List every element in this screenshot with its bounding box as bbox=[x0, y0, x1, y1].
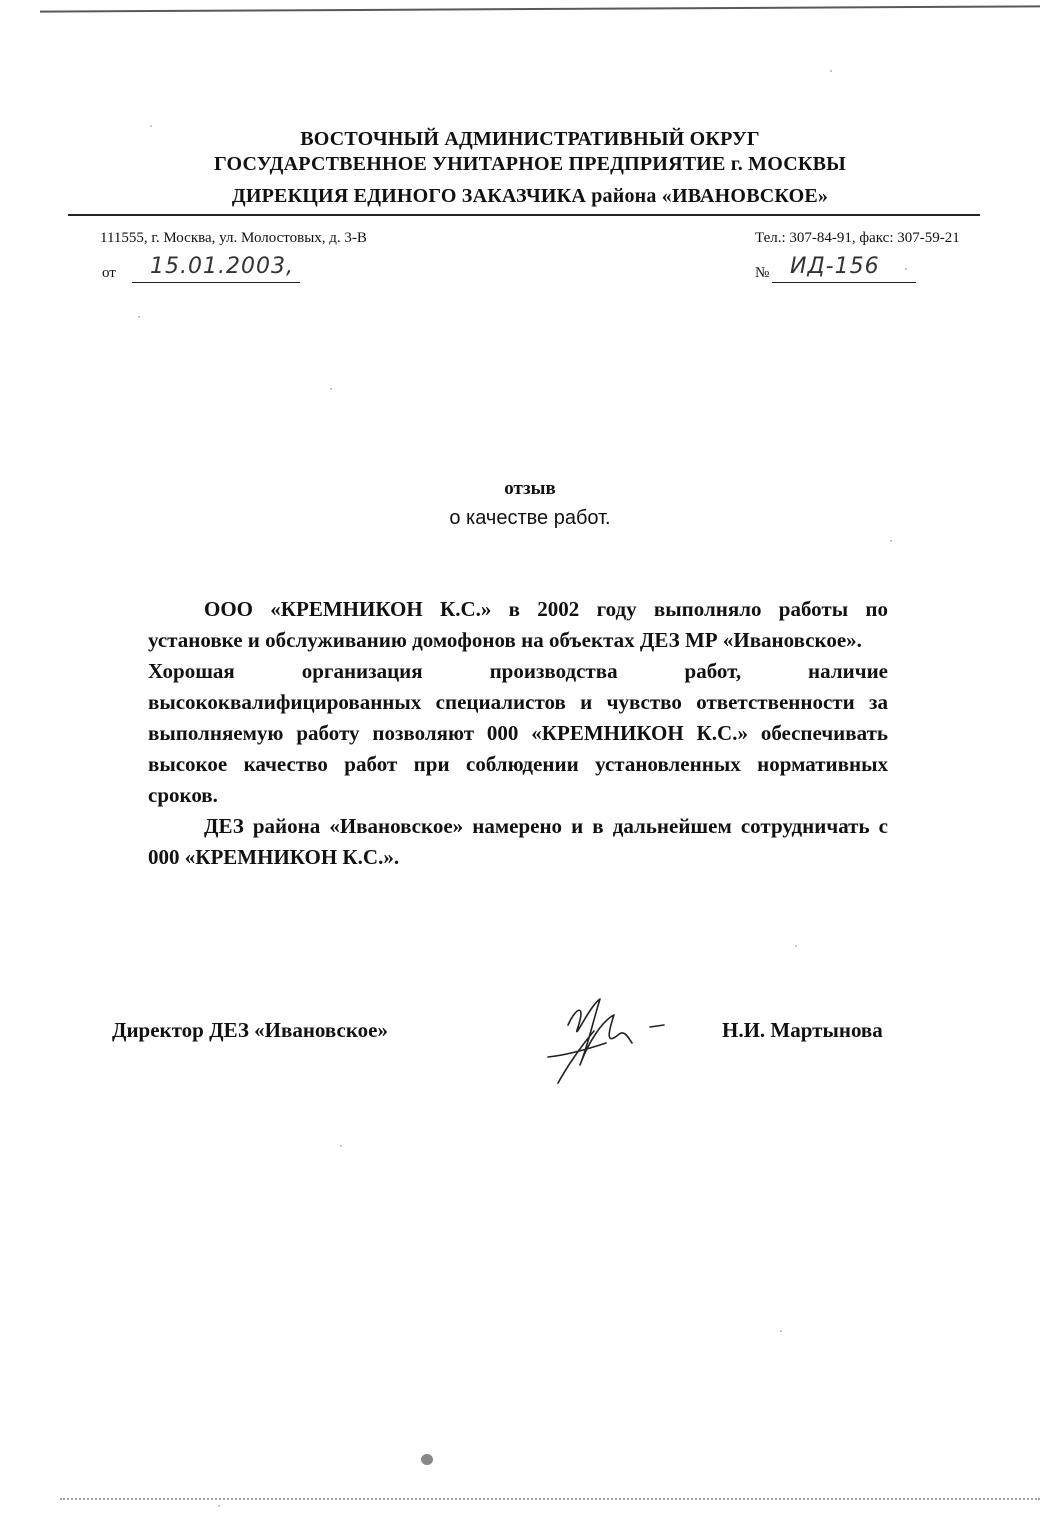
scan-speck bbox=[795, 945, 797, 947]
scan-speck bbox=[830, 70, 832, 72]
scan-edge-bottom bbox=[60, 1498, 1040, 1501]
header-divider bbox=[68, 214, 980, 216]
scan-speck bbox=[138, 316, 140, 318]
handwritten-number: ИД-156 bbox=[790, 254, 880, 279]
scan-speck bbox=[890, 540, 892, 542]
paragraph-3: ДЕЗ района «Ивановское» намерено и в дальнейшем сотрудничать с 000 «КРЕМНИКОН К.С.». bbox=[148, 814, 888, 869]
header-district: ВОСТОЧНЫЙ АДМИНИСТРАТИВНЫЙ ОКРУГ bbox=[300, 128, 760, 150]
number-label: № bbox=[755, 265, 770, 281]
date-underline bbox=[132, 282, 300, 283]
date-label: от bbox=[102, 265, 116, 281]
signatory-role: Директор ДЕЗ «Ивановское» bbox=[112, 1018, 388, 1042]
paragraph-1: ООО «КРЕМНИКОН К.С.» в 2002 году выполняло работы по установке и обслуживанию домофонов на объектах ДЕЗ МР «Ивановское». bbox=[148, 597, 888, 652]
scan-speck bbox=[905, 268, 907, 270]
phone-fax: Тел.: 307-84-91, факс: 307-59-21 bbox=[755, 230, 960, 246]
document-subtitle: о качестве работ. bbox=[449, 507, 611, 529]
signatory-name: Н.И. Мартынова bbox=[722, 1018, 883, 1042]
address: 111555, г. Москва, ул. Молостовых, д. 3-В bbox=[100, 230, 367, 246]
scan-speck bbox=[330, 388, 332, 390]
scan-speck bbox=[150, 125, 152, 127]
header-enterprise: ГОСУДАРСТВЕННОЕ УНИТАРНОЕ ПРЕДПРИЯТИЕ г. МОСКВЫ bbox=[214, 153, 846, 175]
scan-speck bbox=[218, 1505, 220, 1507]
ink-blot bbox=[421, 1454, 433, 1465]
document-title: отзыв bbox=[504, 478, 556, 499]
handwritten-signature bbox=[528, 985, 678, 1095]
scan-edge-top bbox=[40, 5, 1040, 12]
scan-speck bbox=[340, 1145, 342, 1147]
scan-speck bbox=[780, 1330, 782, 1332]
letter-body bbox=[148, 594, 888, 873]
number-underline bbox=[772, 282, 916, 283]
header-directorate: ДИРЕКЦИЯ ЕДИНОГО ЗАКАЗЧИКА района «ИВАНОВСКОЕ» bbox=[231, 185, 829, 207]
paragraph-2: Хорошая организация производства работ, наличие высококвалифицированных специалистов и чувство ответственности за выполняемую работу позволяют 000 «КРЕМНИКОН К.С.» обеспечивать высокое качество работ при соблюдении установленных нормативных сроков. bbox=[148, 659, 888, 807]
handwritten-date: 15.01.2003, bbox=[150, 254, 294, 279]
